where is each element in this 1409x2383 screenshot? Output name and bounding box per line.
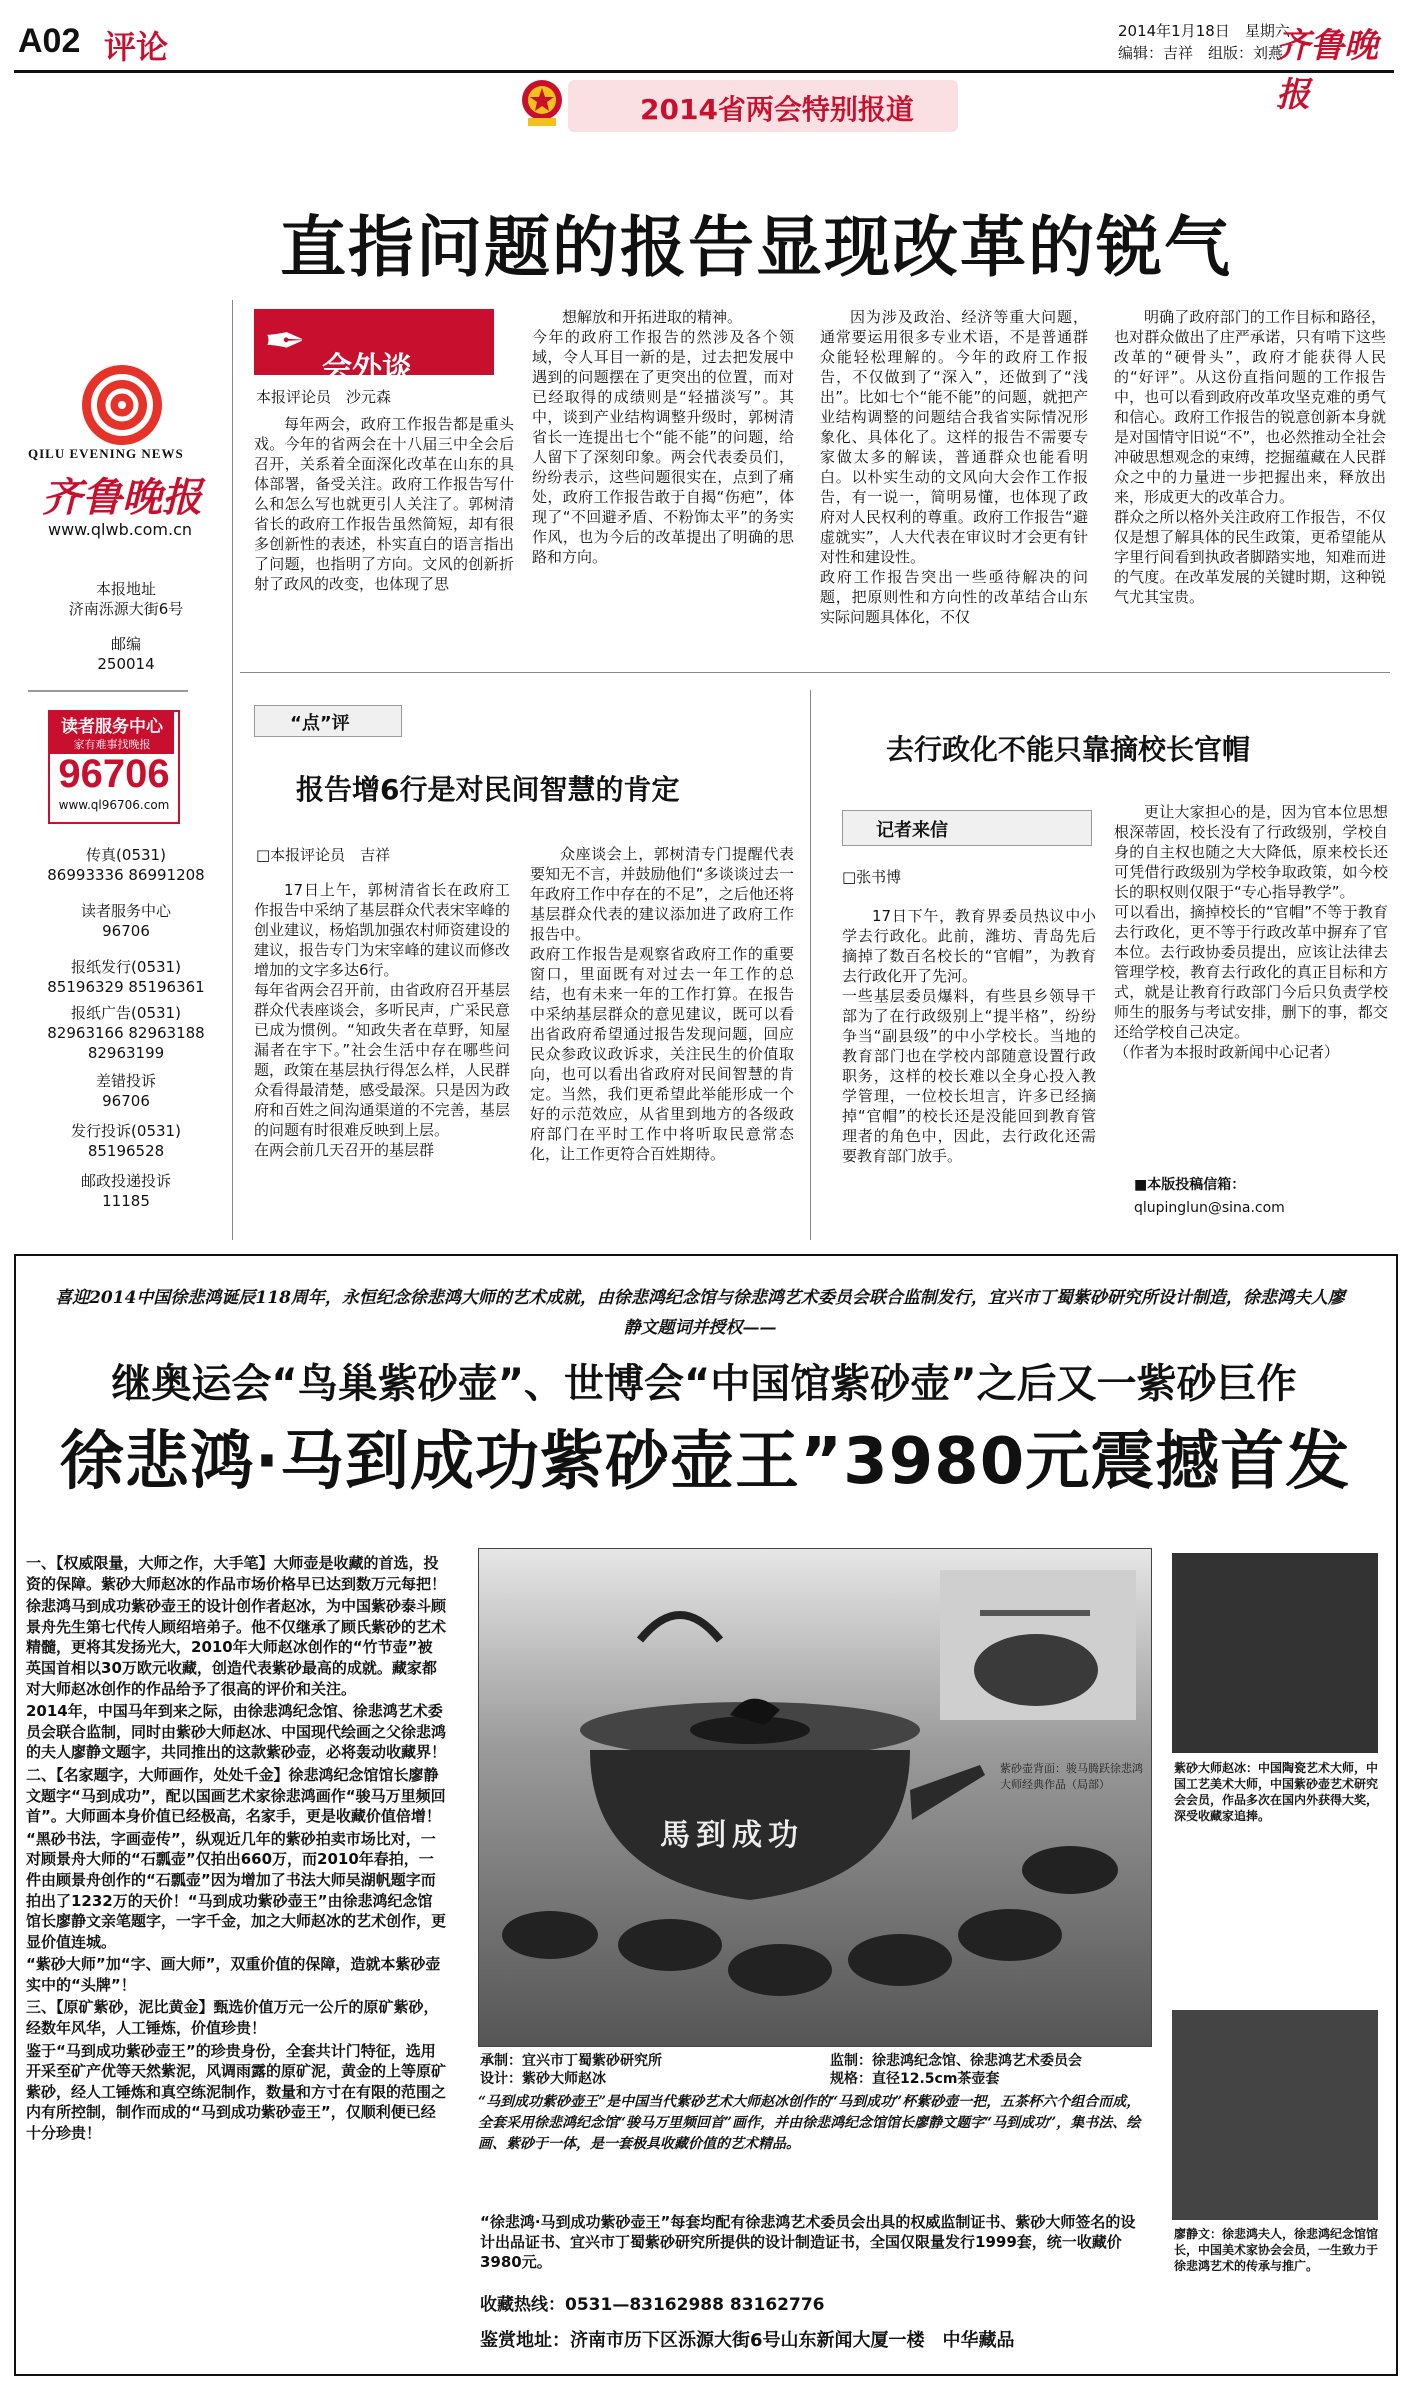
ad-certificate: “徐悲鸿·马到成功紫砂壶王”每套均配有徐悲鸿艺术委员会出具的权威监制证书、紫砂大师签名的设计出品证书、宜兴市丁蜀紫砂研究所提供的设计制造证书，全国仅限量发行1999套，统一收藏价3980元。 bbox=[480, 2213, 1136, 2271]
ad-paragraph: 二、【名家题字，大师画作，处处千金】徐悲鸿纪念馆馆长廖静文题字“马到成功”，配以国画艺术家徐悲鸿画作“骏马万里频回首”。大师画本身价值已经极高，名家手，更是收藏价值倍增！ bbox=[26, 1765, 446, 1826]
article2-column-1: 17日上午，郭树清省长在政府工作报告中采纳了基层群众代表宋宰峰的创业建议，杨焰凯加强农村师资建设的建议，报告专门为宋宰峰的建议而修改增加的文字多达6行。 每年省两会召开前，由省政府召开基层群众代表座谈会，多听民声，广采民意已成为惯例。“知政失者在草野，知屋漏者在宇下。”社会生活中存在哪些问题，政策在基层执行得怎么样，人民群众看得最清楚，感受最深。只是因为政府和百姓之间沟通渠道的不完善，基层的问题有时很难反映到上层。 在两会前几天召开的基层群 bbox=[254, 881, 510, 1159]
site-url[interactable]: www.qlwb.com.cn bbox=[48, 520, 192, 539]
brand-english-name: QILU EVENING NEWS bbox=[28, 446, 184, 461]
teapot-illustration bbox=[480, 1550, 1148, 2043]
main-headline: 直指问题的报告显现改革的锐气 bbox=[280, 209, 1232, 286]
reader-service-title: 读者服务中心 bbox=[50, 712, 174, 754]
ad-paragraph: 鉴于“马到成功紫砂壶王”的珍贵身份，全套共计门特征，选用开采至矿产优等天然紫泥，风调雨露的原矿泥，黄金的上等原矿紫砂，经人工锤炼和真空练泥制作，数量和方寸在有限的范围之内有所控制，制作而成的“马到成功紫砂壶王”，仅顺利便已经十分珍贵！ bbox=[26, 2041, 446, 2143]
post: 11185 bbox=[102, 1192, 150, 1210]
article1-byline: 本报评论员 沙元森 bbox=[256, 388, 392, 406]
complaint-label: 差错投诉 bbox=[95, 1072, 156, 1090]
article1-column-4: 明确了政府部门的工作目标和路径，也对群众做出了庄严承诺，只有啃下这些改革的“硬骨头”，政府才能获得人民的“好评”。从这份直指问题的工作报告中，也可以看到政府改革攻坚克难的勇气和信心。政府工作报告的锐意创新本身就是对国情守旧说“不”，也必然推动全社会冲破思想观念的束缚，挖掘蕴藏在人民群众之中的力量进一步把握出来，释放出来，形成更大的改革合力。 群众之所以格外关注政府工作报告，不仅仅是想了解具体的民生政策，更希望能从字里行间看到执政者脚踏实地，知难而进的气度。在改革发展的关键时期，这种锐气尤其宝贵。 bbox=[1114, 308, 1386, 606]
artist-portrait bbox=[1172, 1553, 1378, 1753]
article1-column-3: 因为涉及政治、经济等重大问题，通常要运用很多专业术语，不是普通群众能轻松理解的。今年的政府工作报告，不仅做到了“深入”，还做到了“浅出”。比如七个“能不能”的问题，就把产业结构调整的问题结合我省实际情况形象化、具体化了。这样的报告不需要专家做太多的解读，普通群众也能看明白。以朴实生动的文风向大会作工作报告，有一说一，简明易懂，也体现了政府对人民权利的尊重。政府工作报告“避虚就实”，人大代表在审议时才会更有针对性和建设性。 政府工作报告突出一些亟待解决的问题，把原则性和方向性的改革结合山东实际问题具体化，不仅 bbox=[820, 308, 1088, 626]
pen-icon: ✒ bbox=[264, 312, 306, 370]
painting-photo bbox=[1172, 2010, 1378, 2220]
pot-inscription: 馬到成功 bbox=[660, 1818, 804, 1853]
editor-credits: 编辑：吉祥 组版：刘燕 bbox=[1118, 44, 1284, 62]
issue-date: 2014年1月18日 星期六 bbox=[1118, 22, 1290, 40]
service-number: 96706 bbox=[102, 922, 150, 940]
sidebar-divider bbox=[28, 690, 188, 692]
article3-column-1: 17日下午，教育界委员热议中小学去行政化。此前，潍坊、青岛先后摘掉了数百名校长的“官帽”，为教育去行政化开了先河。 一些基层委员爆料，有些县乡领导干部为了在行政级别上“提半格”，纷纷争当“副县级”的中小学校长。当地的教育部门也在学校内部随意设置行政职务，这样的校长难以全身心投入教学管理，一位校长坦言，许多已经摘掉“官帽”的校长还是没能回到教育管理者的角色中，因此，去行政化还需要教育部门放手。 bbox=[842, 907, 1096, 1165]
spec-maker: 承制：宜兴市丁蜀紫砂研究所 bbox=[480, 2053, 662, 2069]
submit-email[interactable]: qlupinglun@sina.com bbox=[1134, 1200, 1285, 1216]
article3-column-2: 更让大家担心的是，因为官本位思想根深蒂固，校长没有了行政级别，学校自身的自主权也随之大大降低，原来校长还可凭借行政级别为学校争取政策，如今校长的职权则仅限于“专心指导教学”。 可以看出，摘掉校长的“官帽”不等于教育去行政化，更不等于行政改革中摒弃了官本位。去行政协委员提出，应该让法律去管理学校，教育去行政化的真正目标和方式，就是让教育行政部门今后只负责学校师生的服务与考试安排，删下的事，都交还给学校自己决定。 （作者为本报时政新闻中心记者） bbox=[1114, 803, 1388, 1061]
complaint: 96706 bbox=[102, 1092, 150, 1110]
article2-title: 报告增6行是对民间智慧的肯定 bbox=[296, 773, 680, 806]
photo-caption: 紫砂壶背面：骏马腾跃徐悲鸿大师经典作品（局部） bbox=[1000, 1762, 1143, 1791]
sidebar-separator bbox=[232, 300, 233, 1240]
ad-paragraph: 三、【原矿紫砂，泥比黄金】甄选价值万元一公斤的原矿紫砂，经数年风华，人工锤炼，价值珍贵！ bbox=[26, 1998, 439, 2038]
post-label: 邮政投递投诉 bbox=[80, 1172, 171, 1190]
header-rule bbox=[14, 70, 1394, 73]
spec-design: 设计：紫砂大师赵冰 bbox=[480, 2071, 606, 2087]
ad-paragraph: “黑砂书法，字画壶传”，纵观近几年的紫砂拍卖市场比对，一对顾景舟大师的“石瓢壶”仅拍出660万，而2010年春拍，一件由顾景舟创作的“石瓢壶”因为增加了书法大师吴湖帆题字而拍出了1232万的天价！“马到成功紫砂壶王”由徐悲鸿纪念馆馆长廖静文亲笔题字，一字千金，加之大师赵冰的艺术创作，更显价值连城。 bbox=[26, 1829, 446, 1951]
service-label: 读者服务中心 bbox=[80, 902, 171, 920]
ad-paragraph: 一、【权威限量，大师之作，大手笔】大师壶是收藏的首选，投资的保障。紫砂大师赵冰的作品市场价格早已达到数万元每把！ bbox=[26, 1554, 446, 1593]
distribution-label: 报纸发行(0531) bbox=[71, 958, 181, 976]
issue: 85196528 bbox=[87, 1142, 165, 1160]
sidebar-brand: 齐鲁晚报 bbox=[42, 474, 202, 521]
column-separator bbox=[810, 690, 811, 1240]
submit-label: ■本版投稿信箱： bbox=[1134, 1177, 1246, 1193]
ad-title: 徐悲鸿·马到成功紫砂壶王”3980元震撼首发 bbox=[59, 1425, 1351, 1499]
liao-bio: 廖静文：徐悲鸿夫人，徐悲鸿纪念馆馆长，中国美术家协会会员，一生致力于徐悲鸿艺术的传承与推广。 bbox=[1174, 2227, 1379, 2273]
section-title: 评论 bbox=[104, 28, 169, 66]
article3-byline: □张书博 bbox=[842, 868, 902, 886]
ad-body-text bbox=[26, 1553, 446, 2333]
special-report-label: 2014省两会特别报道 bbox=[640, 93, 914, 126]
kicker-label: 会外谈 bbox=[322, 351, 412, 386]
spec-size: 规格：直径12.5cm茶壶套 bbox=[830, 2071, 1000, 2087]
artist-bio: 紫砂大师赵冰：中国陶瓷艺术大师，中国工艺美术大师，中国紫砂壶艺术研究会会员，作品多次在国内外获得大奖，深受收藏家追捧。 bbox=[1174, 1761, 1379, 1823]
article1-column-2: 想解放和开拓进取的精神。 今年的政府工作报告的然涉及各个领域，令人耳目一新的是，过去把发展中遇到的问题摆在了更突出的位置，而对已经取得的成绩则是“轻描淡写”。其中，谈到产业结构调整升级时，郭树清省长一连提出七个“能不能”的问题，给人留下了深刻印象。两会代表委员们，纷纷表示，这些问题很实在，点到了痛处，政府工作报告敢于自揭“伤疤”，体现了“不回避矛盾、不粉饰太平”的务实作风，也为今后的改革提出了明确的思路和方向。 bbox=[532, 308, 794, 566]
reader-service-slogan: 家有难事找晚报 bbox=[73, 738, 151, 751]
article3-title: 去行政化不能只靠摘校长官帽 bbox=[886, 733, 1251, 766]
postcode-label: 邮编 bbox=[110, 635, 141, 653]
ad-kicker: 继奥运会“鸟巢紫砂壶”、世博会“中国馆紫砂壶”之后又一紫砂巨作 bbox=[111, 1361, 1297, 1407]
reader-service-web[interactable]: www.ql96706.com bbox=[58, 798, 170, 812]
ad-italic-text: “马到成功紫砂壶王”是中国当代紫砂艺术大师赵冰创作的“马到成功”杯紫砂壶一把，五茶杯六个组合而成，全套采用徐悲鸿纪念馆“骏马万里频回首”画作，并由徐悲鸿纪念馆馆长廖静文题字“马到成功”，集书法、绘画、紫砂于一体，是一套极具收藏价值的艺术精品。 bbox=[478, 2094, 1141, 2152]
reader-service-number: 96706 bbox=[58, 752, 170, 796]
ad-paragraph: 2014年，中国马年到来之际，由徐悲鸿纪念馆、徐悲鸿艺术委员会联合监制，同时由紫砂大师赵冰、中国现代绘画之父徐悲鸿的夫人廖静文题字，共同推出的这款紫砂壶，必将轰动收藏界！ bbox=[26, 1702, 446, 1762]
postcode: 250014 bbox=[97, 655, 155, 673]
fax: 86993336 86991208 bbox=[47, 866, 205, 884]
address: 济南泺源大街6号 bbox=[68, 600, 184, 618]
article2-tab: “点”评 bbox=[290, 713, 350, 734]
article2-column-2: 众座谈会上，郭树清专门提醒代表要知无不言，并鼓励他们“多谈谈过去一年政府工作中存在的不足”，之后他还将基层群众代表的建议添加进了政府工作报告中。 政府工作报告是观察省政府工作的重要窗口，里面既有对过去一年工作的总结，也有未来一年的工作打算。在报告中采纳基层群众的意见建议，既可以看出省政府希望通过报告发现问题，回应民众参政议政诉求，关注民生的价值取向，也可以看出省政府对民间智慧的肯定。当然，我们更希望此举能形成一个好的示范效应，从省里到地方的各级政府部门在平时工作中将听取民意常态化，让工作更符合百姓期待。 bbox=[530, 845, 794, 1163]
ad-address: 鉴赏地址：济南市历下区泺源大街6号山东新闻大厦一楼 中华藏品 bbox=[480, 2330, 1015, 2351]
address-label: 本报地址 bbox=[95, 580, 156, 598]
issue-label: 发行投诉(0531) bbox=[71, 1122, 181, 1140]
ad-paragraph: “紫砂大师”加“字、画大师”，双重价值的保障，造就本紫砂壶实中的“头牌”！ bbox=[26, 1955, 441, 1994]
ad-intro: 喜迎2014中国徐悲鸿诞辰118周年，永恒纪念徐悲鸿大师的艺术成就，由徐悲鸿纪念馆与徐悲鸿艺术委员会联合监制发行，宜兴市丁蜀紫砂研究所设计制造，徐悲鸿夫人廖静文题词并授权—— bbox=[55, 1288, 1345, 1338]
advert-line-2: 82963199 bbox=[87, 1044, 165, 1062]
ad-hotline: 收藏热线：0531—83162988 83162776 bbox=[480, 2295, 825, 2315]
emblem-icon bbox=[520, 78, 564, 128]
fax-label: 传真(0531) bbox=[86, 846, 166, 864]
spec-supervise: 监制：徐悲鸿纪念馆、徐悲鸿艺术委员会 bbox=[830, 2053, 1082, 2069]
advert-label: 报纸广告(0531) bbox=[71, 1004, 181, 1022]
article-divider bbox=[240, 672, 1390, 673]
brand-logo-icon bbox=[72, 355, 172, 455]
page-number: A02 bbox=[18, 22, 81, 60]
article2-byline: □本报评论员 吉祥 bbox=[256, 846, 391, 864]
article3-tab: 记者来信 bbox=[876, 820, 948, 841]
ad-paragraph: 徐悲鸿马到成功紫砂壶王的设计创作者赵冰，为中国紫砂泰斗顾景舟先生第七代传人顾绍培弟子。他不仅继承了顾氏紫砂的艺术精髓，更将其发扬光大，2010年大师赵冰创作的“竹节壶”被英国首相以30万欧元收藏，创造代表紫砂最高的成就。藏家都对大师赵冰创作的作品给予了很高的评价和关注。 bbox=[26, 1597, 446, 1698]
article1-column-1: 每年两会，政府工作报告都是重头戏。今年的省两会在十八届三中全会后召开，关系着全面深化改革在山东的具体部署，备受关注。政府工作报告写什么和怎么写也就更引人关注了。郭树清省长的政府工作报告虽然简短，却有很多创新性的表述，朴实直白的语言指出了问题，也指明了方向。文风的创新折射了政风的改变，也体现了思 bbox=[254, 415, 514, 593]
distribution: 85196329 85196361 bbox=[47, 978, 205, 996]
masthead-brand: 齐鲁晚报 bbox=[1276, 26, 1378, 115]
advert-line-1: 82963166 82963188 bbox=[47, 1024, 205, 1042]
